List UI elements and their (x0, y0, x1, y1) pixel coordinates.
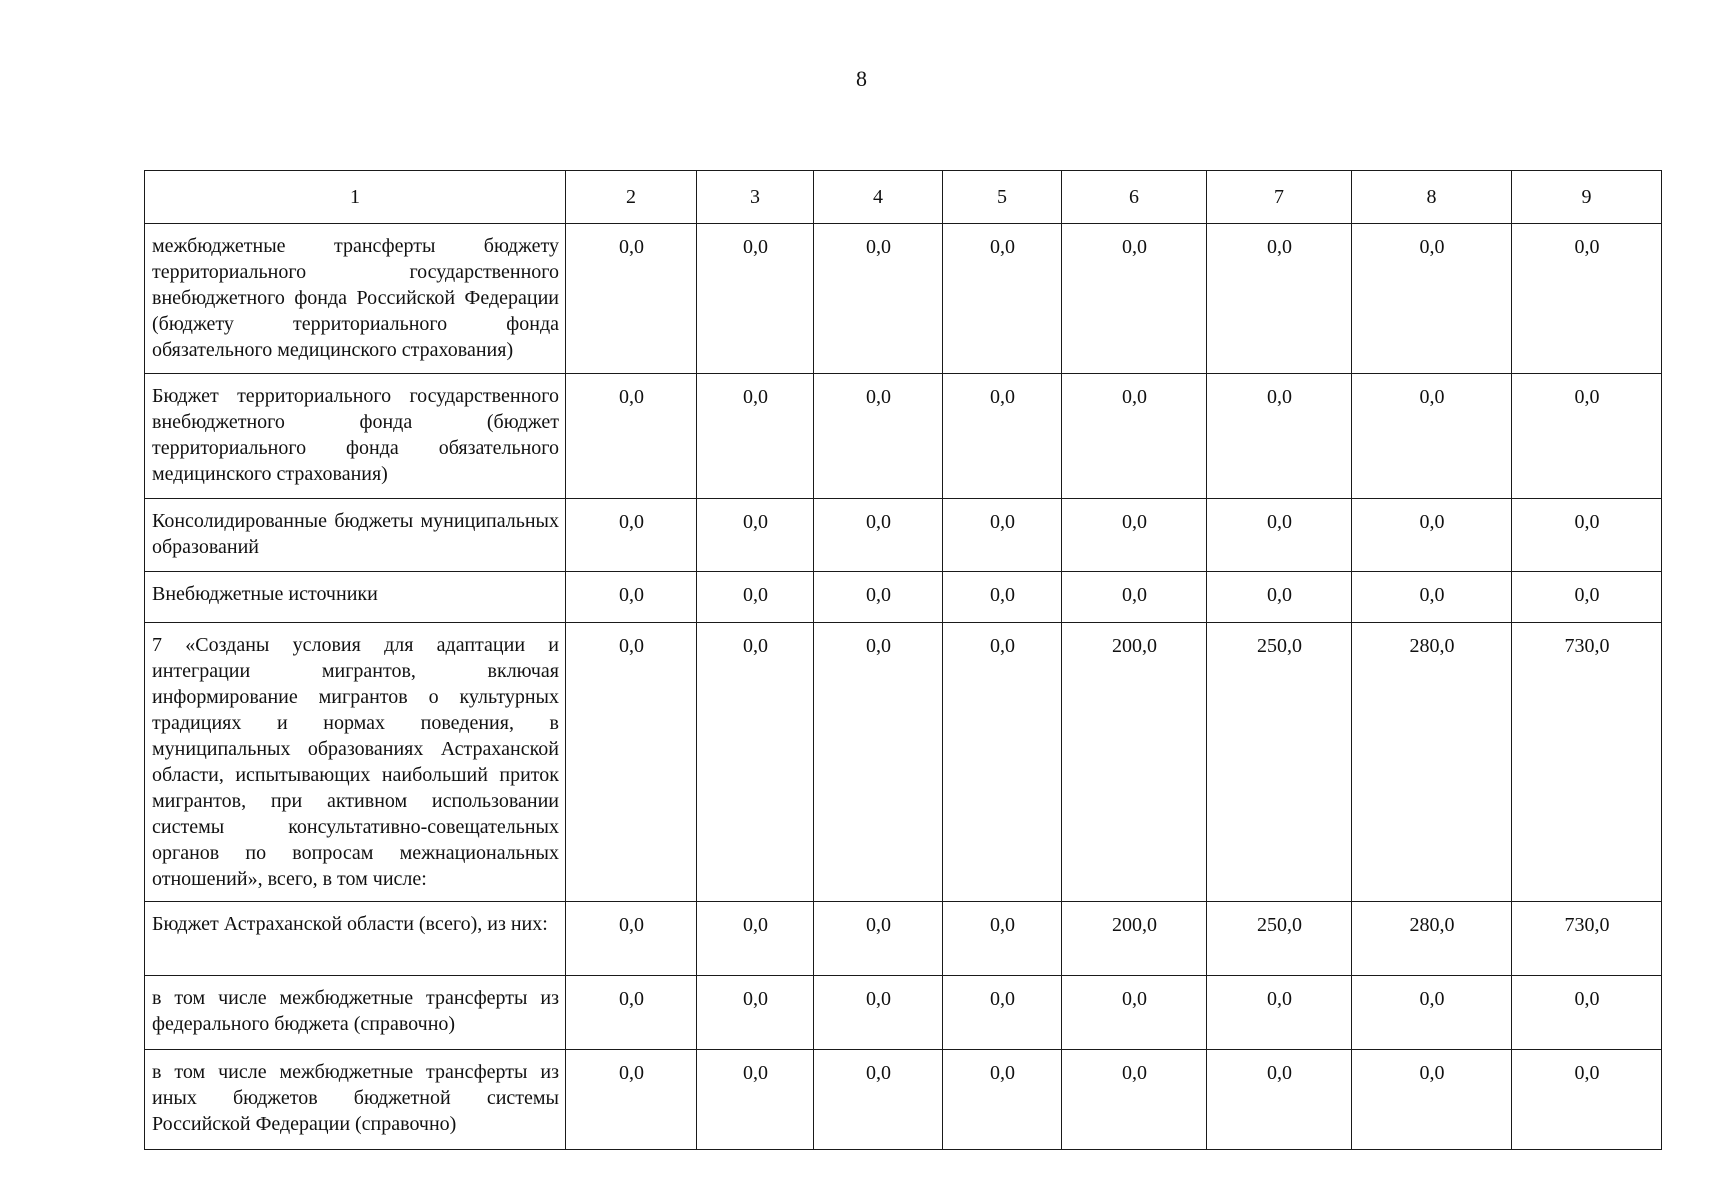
table-row (145, 224, 1662, 374)
table-row (145, 1050, 1662, 1150)
value-cell: 0,0 (566, 374, 697, 499)
value-cell: 0,0 (697, 572, 814, 623)
value-cell: 0,0 (814, 623, 943, 902)
value-cell: 0,0 (943, 976, 1062, 1050)
value-cell: 0,0 (943, 1050, 1062, 1150)
value-cell: 0,0 (1512, 224, 1662, 374)
value-cell: 250,0 (1207, 623, 1352, 902)
row-label: Бюджет Астраханской области (всего), из них: (145, 902, 566, 976)
row-label: в том числе межбюджетные трансферты из иных бюджетов бюджетной системы Российской Федерации (справочно) (145, 1050, 566, 1150)
funding-table (144, 170, 1662, 1150)
value-cell: 0,0 (943, 499, 1062, 572)
value-cell: 0,0 (566, 499, 697, 572)
value-cell: 0,0 (943, 572, 1062, 623)
row-label: межбюджетные трансферты бюджету территориального государственного внебюджетного фонда Российской Федерации (бюджету территориального фонда обязательного медицинского страхования) (145, 224, 566, 374)
table-row (145, 623, 1662, 902)
value-cell: 0,0 (1062, 499, 1207, 572)
value-cell: 0,0 (943, 374, 1062, 499)
table-header-row (145, 171, 1662, 224)
row-label: Консолидированные бюджеты муниципальных образований (145, 499, 566, 572)
header-cell: 2 (566, 171, 697, 224)
header-cell: 8 (1352, 171, 1512, 224)
value-cell: 0,0 (814, 374, 943, 499)
value-cell: 0,0 (814, 1050, 943, 1150)
value-cell: 0,0 (697, 499, 814, 572)
value-cell: 0,0 (814, 499, 943, 572)
value-cell: 0,0 (1512, 1050, 1662, 1150)
value-cell: 0,0 (566, 902, 697, 976)
table-row (145, 499, 1662, 572)
value-cell: 0,0 (1512, 976, 1662, 1050)
header-cell: 3 (697, 171, 814, 224)
value-cell: 0,0 (1352, 572, 1512, 623)
value-cell: 0,0 (1512, 374, 1662, 499)
row-label: Бюджет территориального государственного внебюджетного фонда (бюджет территориального фонда обязательного медицинского страхования) (145, 374, 566, 499)
header-cell: 1 (145, 171, 566, 224)
value-cell: 0,0 (1207, 976, 1352, 1050)
row-label: Внебюджетные источники (145, 572, 566, 623)
header-cell: 6 (1062, 171, 1207, 224)
value-cell: 0,0 (697, 623, 814, 902)
value-cell: 0,0 (697, 374, 814, 499)
value-cell: 0,0 (1352, 374, 1512, 499)
value-cell: 0,0 (814, 572, 943, 623)
value-cell: 0,0 (566, 976, 697, 1050)
row-label: в том числе межбюджетные трансферты из федерального бюджета (справочно) (145, 976, 566, 1050)
table-row (145, 374, 1662, 499)
value-cell: 0,0 (1062, 374, 1207, 499)
value-cell: 0,0 (1207, 374, 1352, 499)
value-cell: 0,0 (566, 572, 697, 623)
value-cell: 730,0 (1512, 623, 1662, 902)
value-cell: 0,0 (1207, 1050, 1352, 1150)
value-cell: 0,0 (1352, 499, 1512, 572)
value-cell: 200,0 (1062, 902, 1207, 976)
header-cell: 9 (1512, 171, 1662, 224)
value-cell: 0,0 (1062, 224, 1207, 374)
value-cell: 280,0 (1352, 902, 1512, 976)
value-cell: 0,0 (697, 1050, 814, 1150)
value-cell: 0,0 (1352, 224, 1512, 374)
value-cell: 0,0 (1207, 499, 1352, 572)
value-cell: 0,0 (1207, 224, 1352, 374)
value-cell: 0,0 (566, 1050, 697, 1150)
table-row (145, 902, 1662, 976)
value-cell: 0,0 (697, 224, 814, 374)
header-cell: 4 (814, 171, 943, 224)
value-cell: 0,0 (1512, 572, 1662, 623)
funding-table-container (144, 170, 1661, 1150)
value-cell: 250,0 (1207, 902, 1352, 976)
value-cell: 0,0 (566, 623, 697, 902)
value-cell: 0,0 (1207, 572, 1352, 623)
value-cell: 0,0 (697, 976, 814, 1050)
value-cell: 0,0 (1352, 976, 1512, 1050)
value-cell: 730,0 (1512, 902, 1662, 976)
value-cell: 0,0 (1062, 976, 1207, 1050)
value-cell: 0,0 (1062, 1050, 1207, 1150)
header-cell: 5 (943, 171, 1062, 224)
value-cell: 0,0 (1512, 499, 1662, 572)
row-label: 7 «Созданы условия для адаптации и интеграции мигрантов, включая информирование мигрантов о культурных традициях и нормах поведения, в муниципальных образованиях Астраханской области, испытывающих наибольший приток мигрантов, при активном использовании системы консультативно-совещательных органов по вопросам межнациональных отношений», всего, в том числе: (145, 623, 566, 902)
value-cell: 0,0 (1062, 572, 1207, 623)
value-cell: 0,0 (943, 902, 1062, 976)
value-cell: 0,0 (814, 976, 943, 1050)
value-cell: 280,0 (1352, 623, 1512, 902)
value-cell: 0,0 (814, 224, 943, 374)
table-row (145, 976, 1662, 1050)
page-number: 8 (856, 66, 867, 91)
value-cell: 0,0 (814, 902, 943, 976)
value-cell: 200,0 (1062, 623, 1207, 902)
value-cell: 0,0 (943, 623, 1062, 902)
value-cell: 0,0 (566, 224, 697, 374)
value-cell: 0,0 (1352, 1050, 1512, 1150)
header-cell: 7 (1207, 171, 1352, 224)
table-row (145, 572, 1662, 623)
value-cell: 0,0 (943, 224, 1062, 374)
value-cell: 0,0 (697, 902, 814, 976)
